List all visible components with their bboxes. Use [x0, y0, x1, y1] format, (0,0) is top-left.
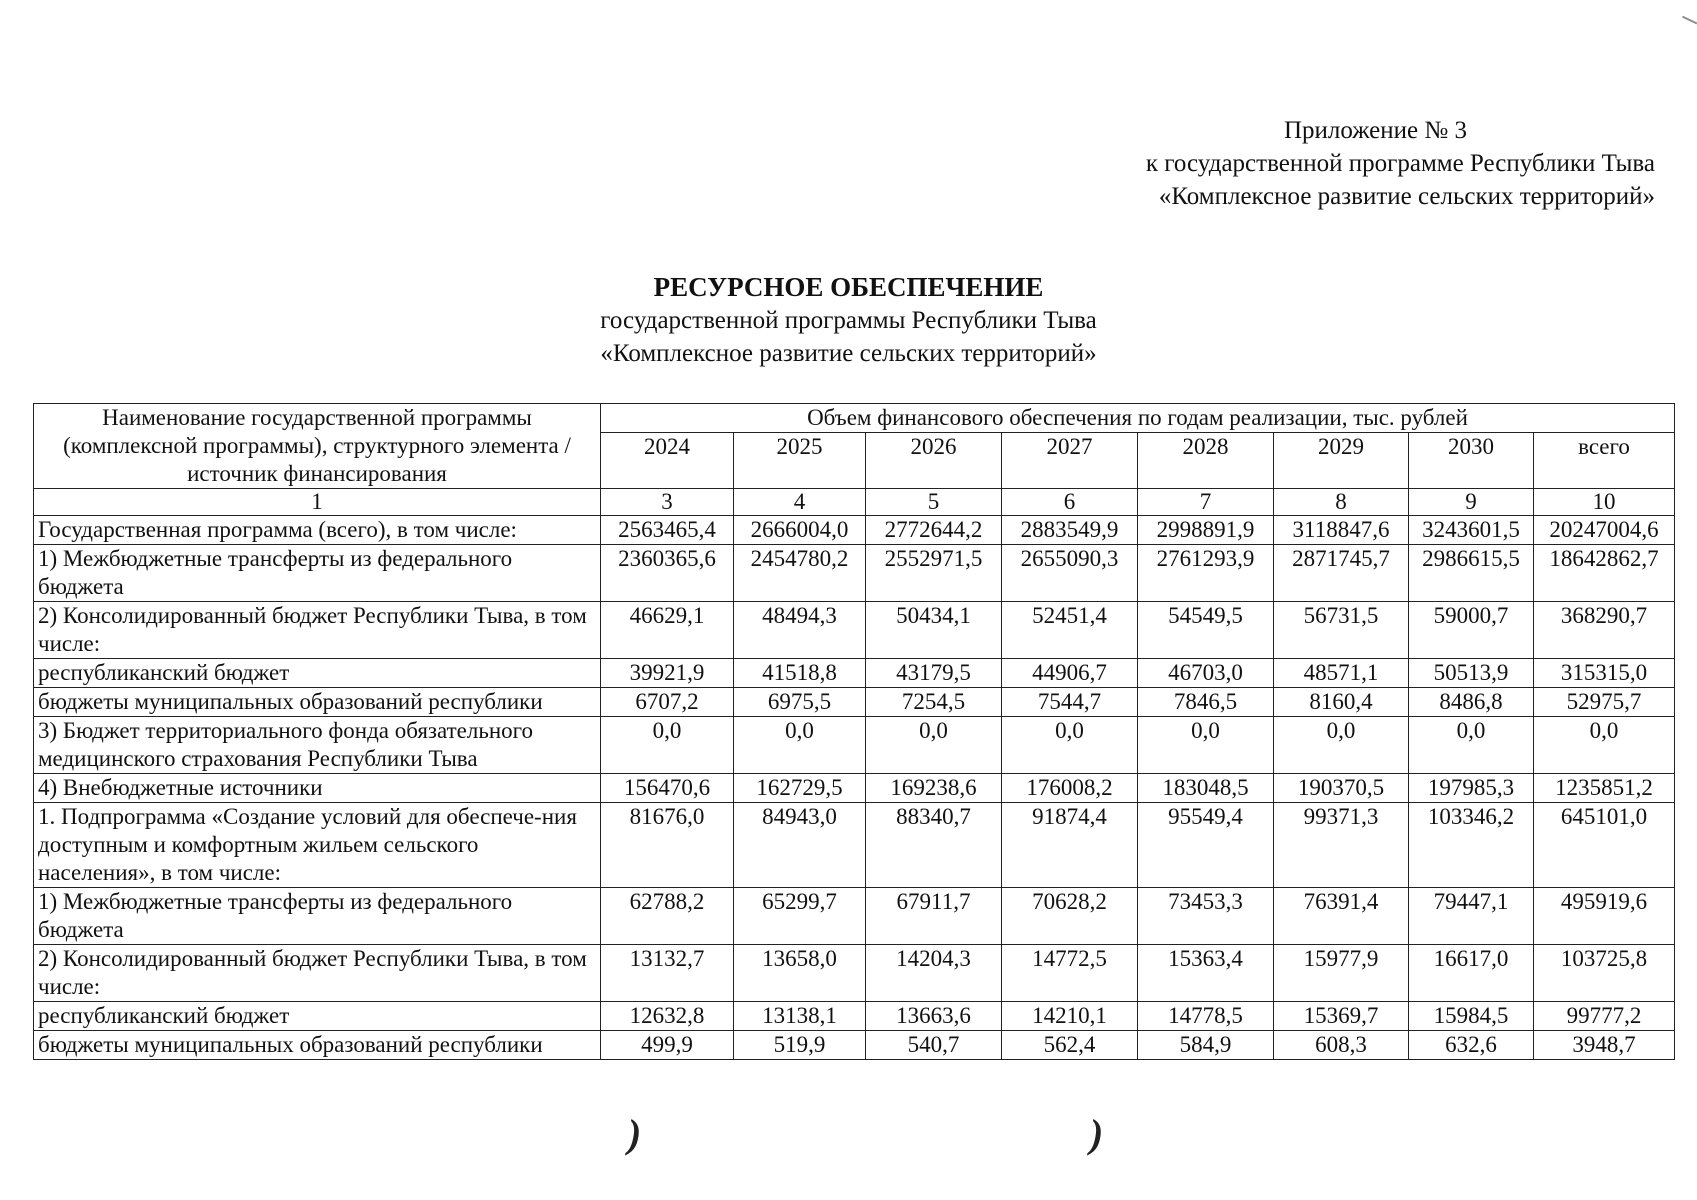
title-main: РЕСУРСНОЕ ОБЕСПЕЧЕНИЕ: [653, 272, 1044, 302]
year-value-cell: 2986615,5: [1409, 545, 1534, 602]
year-value-cell: 2998891,9: [1138, 516, 1274, 545]
year-value-cell: 8160,4: [1274, 688, 1409, 717]
table-row: [34, 774, 1675, 803]
year-value-cell: 54549,5: [1138, 602, 1274, 659]
year-value-cell: 176008,2: [1002, 774, 1138, 803]
year-value-cell: 2563465,4: [601, 516, 734, 545]
year-header: 2029: [1274, 433, 1409, 489]
year-value-cell: 103346,2: [1409, 803, 1534, 888]
index-cell: 5: [866, 489, 1002, 516]
year-value-cell: 7254,5: [866, 688, 1002, 717]
year-value-cell: 46703,0: [1138, 659, 1274, 688]
year-value-cell: 0,0: [866, 717, 1002, 774]
appendix-program-name: «Комплексное развитие сельских территорий»: [1158, 183, 1655, 210]
year-value-cell: 59000,7: [1409, 602, 1534, 659]
year-value-cell: 15977,9: [1274, 945, 1409, 1002]
resource-table: [33, 403, 1675, 1060]
total-value-cell: 99777,2: [1534, 1002, 1675, 1031]
total-value-cell: 1235851,2: [1534, 774, 1675, 803]
year-value-cell: 7544,7: [1002, 688, 1138, 717]
year-value-cell: 2666004,0: [734, 516, 866, 545]
year-value-cell: 584,9: [1138, 1031, 1274, 1060]
year-value-cell: 197985,3: [1409, 774, 1534, 803]
total-value-cell: 52975,7: [1534, 688, 1675, 717]
year-value-cell: 15363,4: [1138, 945, 1274, 1002]
index-cell: 8: [1274, 489, 1409, 516]
year-header: 2027: [1002, 433, 1138, 489]
year-value-cell: 43179,5: [866, 659, 1002, 688]
index-cell: 3: [601, 489, 734, 516]
document-title: [0, 270, 1697, 370]
corner-scan-mark: [1673, 16, 1697, 45]
row-name-cell: 1) Межбюджетные трансферты из федерального бюджета: [34, 888, 601, 945]
title-sub2: «Комплексное развитие сельских территорий»: [600, 340, 1097, 367]
year-value-cell: 13658,0: [734, 945, 866, 1002]
row-name-cell: 3) Бюджет территориального фонда обязательного медицинского страхования Республики Тыва: [34, 717, 601, 774]
total-value-cell: 18642862,7: [1534, 545, 1675, 602]
year-value-cell: 0,0: [1409, 717, 1534, 774]
year-value-cell: 0,0: [1002, 717, 1138, 774]
year-value-cell: 6707,2: [601, 688, 734, 717]
row-name-cell: 4) Внебюджетные источники: [34, 774, 601, 803]
year-value-cell: 91874,4: [1002, 803, 1138, 888]
year-value-cell: 183048,5: [1138, 774, 1274, 803]
year-value-cell: 13132,7: [601, 945, 734, 1002]
row-name-cell: 1. Подпрограмма «Создание условий для обеспече-ния доступным и комфортным жильем сельского населения», в том числе:: [34, 803, 601, 888]
year-value-cell: 2552971,5: [866, 545, 1002, 602]
volume-header: Объем финансового обеспечения по годам реализации, тыс. рублей: [601, 404, 1675, 433]
total-value-cell: 645101,0: [1534, 803, 1675, 888]
row-name-cell: 1) Межбюджетные трансферты из федерального бюджета: [34, 545, 601, 602]
name-column-header: Наименование государственной программы (комплексной программы), структурного элемента / источник финансирования: [34, 404, 601, 489]
table-row: [34, 1031, 1675, 1060]
year-header: 2028: [1138, 433, 1274, 489]
year-value-cell: 0,0: [1274, 717, 1409, 774]
year-value-cell: 81676,0: [601, 803, 734, 888]
year-value-cell: 2360365,6: [601, 545, 734, 602]
year-value-cell: 12632,8: [601, 1002, 734, 1031]
index-cell: 1: [34, 489, 601, 516]
year-value-cell: 70628,2: [1002, 888, 1138, 945]
year-value-cell: 88340,7: [866, 803, 1002, 888]
year-value-cell: 14772,5: [1002, 945, 1138, 1002]
year-value-cell: 48494,3: [734, 602, 866, 659]
index-cell: 9: [1409, 489, 1534, 516]
year-value-cell: 48571,1: [1274, 659, 1409, 688]
row-name-cell: Государственная программа (всего), в том числе:: [34, 516, 601, 545]
table-row: [34, 888, 1675, 945]
handwritten-mark: ): [628, 1111, 642, 1156]
table-row: [34, 1002, 1675, 1031]
year-value-cell: 540,7: [866, 1031, 1002, 1060]
appendix-number: Приложение № 3: [1283, 117, 1467, 144]
index-cell: 10: [1534, 489, 1675, 516]
year-value-cell: 162729,5: [734, 774, 866, 803]
row-name-cell: 2) Консолидированный бюджет Республики Тыва, в том числе:: [34, 945, 601, 1002]
row-name-cell: бюджеты муниципальных образований республики: [34, 688, 601, 717]
year-value-cell: 0,0: [601, 717, 734, 774]
table-row: [34, 688, 1675, 717]
year-value-cell: 2761293,9: [1138, 545, 1274, 602]
year-header: 2024: [601, 433, 734, 489]
year-value-cell: 7846,5: [1138, 688, 1274, 717]
year-value-cell: 44906,7: [1002, 659, 1138, 688]
year-value-cell: 76391,4: [1274, 888, 1409, 945]
year-value-cell: 65299,7: [734, 888, 866, 945]
year-value-cell: 6975,5: [734, 688, 866, 717]
table-row: [34, 945, 1675, 1002]
year-value-cell: 3243601,5: [1409, 516, 1534, 545]
index-cell: 7: [1138, 489, 1274, 516]
year-value-cell: 2871745,7: [1274, 545, 1409, 602]
total-value-cell: 368290,7: [1534, 602, 1675, 659]
table-row: [34, 803, 1675, 888]
year-value-cell: 73453,3: [1138, 888, 1274, 945]
year-value-cell: 2883549,9: [1002, 516, 1138, 545]
year-value-cell: 95549,4: [1138, 803, 1274, 888]
year-value-cell: 562,4: [1002, 1031, 1138, 1060]
year-value-cell: 0,0: [1138, 717, 1274, 774]
year-value-cell: 14210,1: [1002, 1002, 1138, 1031]
year-header: 2030: [1409, 433, 1534, 489]
year-value-cell: 52451,4: [1002, 602, 1138, 659]
index-row: [34, 489, 1675, 516]
total-value-cell: 20247004,6: [1534, 516, 1675, 545]
year-value-cell: 67911,7: [866, 888, 1002, 945]
year-value-cell: 156470,6: [601, 774, 734, 803]
index-cell: 6: [1002, 489, 1138, 516]
appendix-program: к государственной программе Республики Тыва: [1145, 150, 1655, 177]
row-name-cell: 2) Консолидированный бюджет Республики Тыва, в том числе:: [34, 602, 601, 659]
year-value-cell: 14204,3: [866, 945, 1002, 1002]
year-value-cell: 15369,7: [1274, 1002, 1409, 1031]
year-value-cell: 519,9: [734, 1031, 866, 1060]
total-value-cell: 0,0: [1534, 717, 1675, 774]
year-value-cell: 8486,8: [1409, 688, 1534, 717]
year-value-cell: 3118847,6: [1274, 516, 1409, 545]
year-value-cell: 2454780,2: [734, 545, 866, 602]
year-header: 2026: [866, 433, 1002, 489]
year-value-cell: 41518,8: [734, 659, 866, 688]
year-value-cell: 56731,5: [1274, 602, 1409, 659]
year-value-cell: 499,9: [601, 1031, 734, 1060]
year-value-cell: 16617,0: [1409, 945, 1534, 1002]
table-row: [34, 717, 1675, 774]
table-row: [34, 602, 1675, 659]
appendix-block: [1015, 114, 1655, 213]
year-value-cell: 2655090,3: [1002, 545, 1138, 602]
table-row: [34, 659, 1675, 688]
total-value-cell: 495919,6: [1534, 888, 1675, 945]
handwritten-mark: ): [1090, 1111, 1104, 1156]
year-value-cell: 169238,6: [866, 774, 1002, 803]
total-value-cell: 103725,8: [1534, 945, 1675, 1002]
year-value-cell: 13138,1: [734, 1002, 866, 1031]
row-name-cell: бюджеты муниципальных образований республики: [34, 1031, 601, 1060]
index-cell: 4: [734, 489, 866, 516]
year-value-cell: 0,0: [734, 717, 866, 774]
table-row: [34, 545, 1675, 602]
row-name-cell: республиканский бюджет: [34, 659, 601, 688]
table-row: [34, 516, 1675, 545]
year-value-cell: 79447,1: [1409, 888, 1534, 945]
year-value-cell: 62788,2: [601, 888, 734, 945]
year-value-cell: 39921,9: [601, 659, 734, 688]
year-value-cell: 190370,5: [1274, 774, 1409, 803]
year-value-cell: 15984,5: [1409, 1002, 1534, 1031]
year-value-cell: 608,3: [1274, 1031, 1409, 1060]
row-name-cell: республиканский бюджет: [34, 1002, 601, 1031]
year-value-cell: 14778,5: [1138, 1002, 1274, 1031]
year-value-cell: 50434,1: [866, 602, 1002, 659]
year-value-cell: 50513,9: [1409, 659, 1534, 688]
total-value-cell: 3948,7: [1534, 1031, 1675, 1060]
total-header: всего: [1534, 433, 1675, 489]
title-sub1: государственной программы Республики Тыва: [600, 307, 1097, 334]
year-value-cell: 84943,0: [734, 803, 866, 888]
year-value-cell: 99371,3: [1274, 803, 1409, 888]
total-value-cell: 315315,0: [1534, 659, 1675, 688]
year-value-cell: 46629,1: [601, 602, 734, 659]
year-value-cell: 13663,6: [866, 1002, 1002, 1031]
year-value-cell: 2772644,2: [866, 516, 1002, 545]
year-header: 2025: [734, 433, 866, 489]
year-value-cell: 632,6: [1409, 1031, 1534, 1060]
